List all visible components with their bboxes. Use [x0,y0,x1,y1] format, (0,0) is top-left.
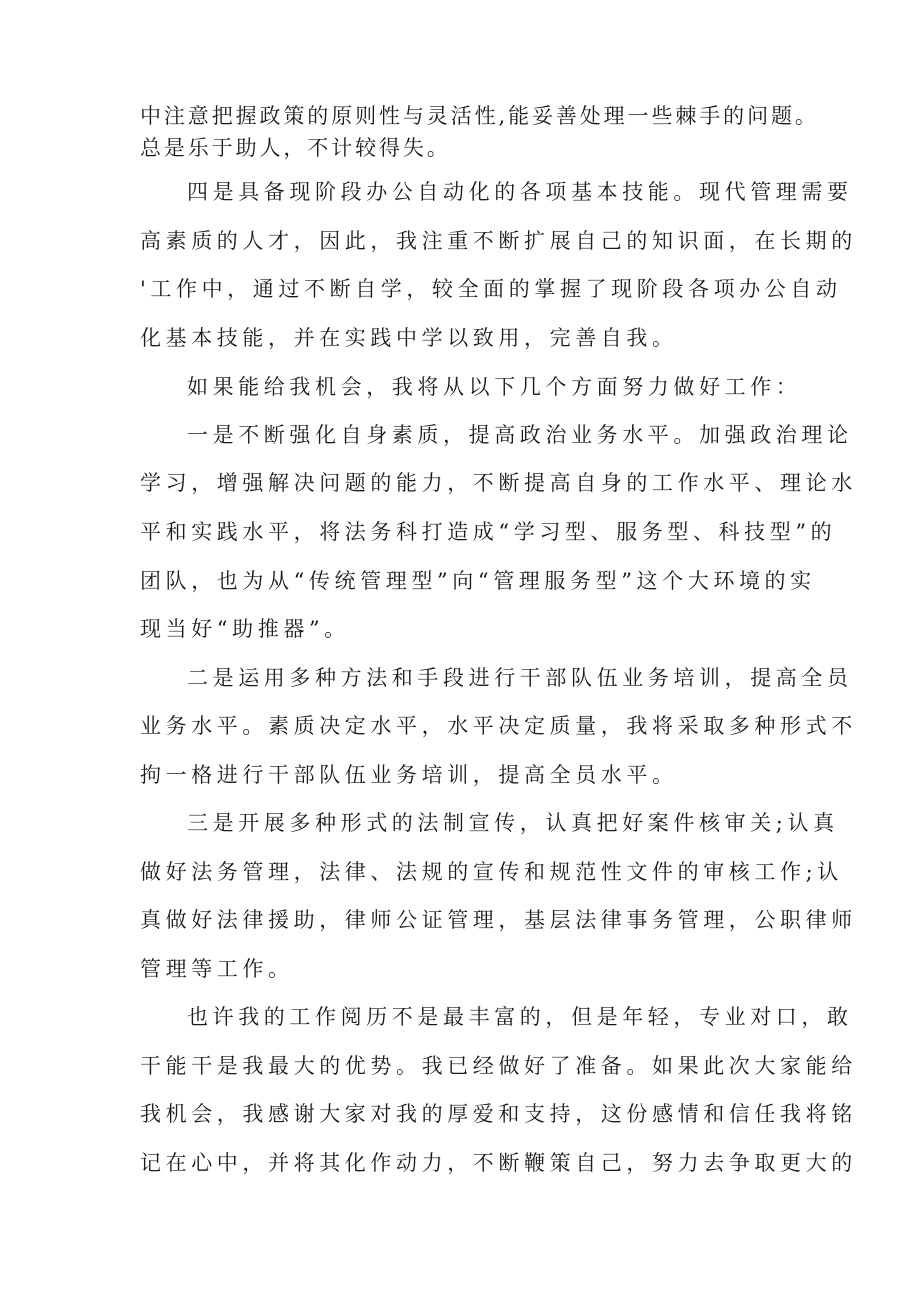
text-line: 平和实践水平，将法务科打造成“学习型、服务型、科技型”的 [140,520,837,544]
text-line: 做好法务管理，法律、法规的宣传和规范性文件的审核工作;认 [140,860,843,884]
text-line: 中注意把握政策的原则性与灵活性,能妥善处理一些棘手的问题。 [140,104,819,128]
text-line: 也许我的工作阅历不是最丰富的，但是年轻，专业对口，敢 [187,1005,853,1029]
text-line: 干能干是我最大的优势。我已经做好了准备。如果此次大家能给 [140,1054,857,1078]
text-line: 三是开展多种形式的法制宣传，认真把好案件核审关;认真 [187,811,839,835]
text-line: 记在心中，并将其化作动力，不断鞭策自己，努力去争取更大的 [140,1151,857,1175]
text-line: 团队，也为从“传统管理型”向“管理服务型”这个大环境的实 [140,569,816,593]
text-line: 如果能给我机会，我将从以下几个方面努力做好工作： [187,375,802,399]
text-line: 现当好“助推器”。 [140,617,350,641]
text-line: 二是运用多种方法和手段进行干部队伍业务培训，提高全员 [187,666,853,690]
text-line: 化基本技能，并在实践中学以致用，完善自我。 [140,326,678,350]
text-line: 拘一格进行干部队伍业务培训，提高全员水平。 [140,763,678,787]
text-line: '工作中，通过不断自学，较全面的掌握了现阶段各项办公自动 [140,277,842,301]
text-line: 真做好法律援助，律师公证管理，基层法律事务管理，公职律师 [140,908,857,932]
text-line: 我机会，我感谢大家对我的厚爱和支持，这份感情和信任我将铭 [140,1102,857,1126]
text-line: 一是不断强化自身素质，提高政治业务水平。加强政治理论 [187,423,853,447]
text-line: 总是乐于助人，不计较得失。 [140,136,451,160]
text-line: 业务水平。素质决定水平，水平决定质量，我将采取多种形式不 [140,714,857,738]
text-line: 四是具备现阶段办公自动化的各项基本技能。现代管理需要 [187,180,853,204]
text-line: 学习，增强解决问题的能力，不断提高自身的工作水平、理论水 [140,471,857,495]
text-line: 管理等工作。 [140,957,294,981]
text-line: 高素质的人才，因此，我注重不断扩展自己的知识面，在长期的 [140,229,857,253]
